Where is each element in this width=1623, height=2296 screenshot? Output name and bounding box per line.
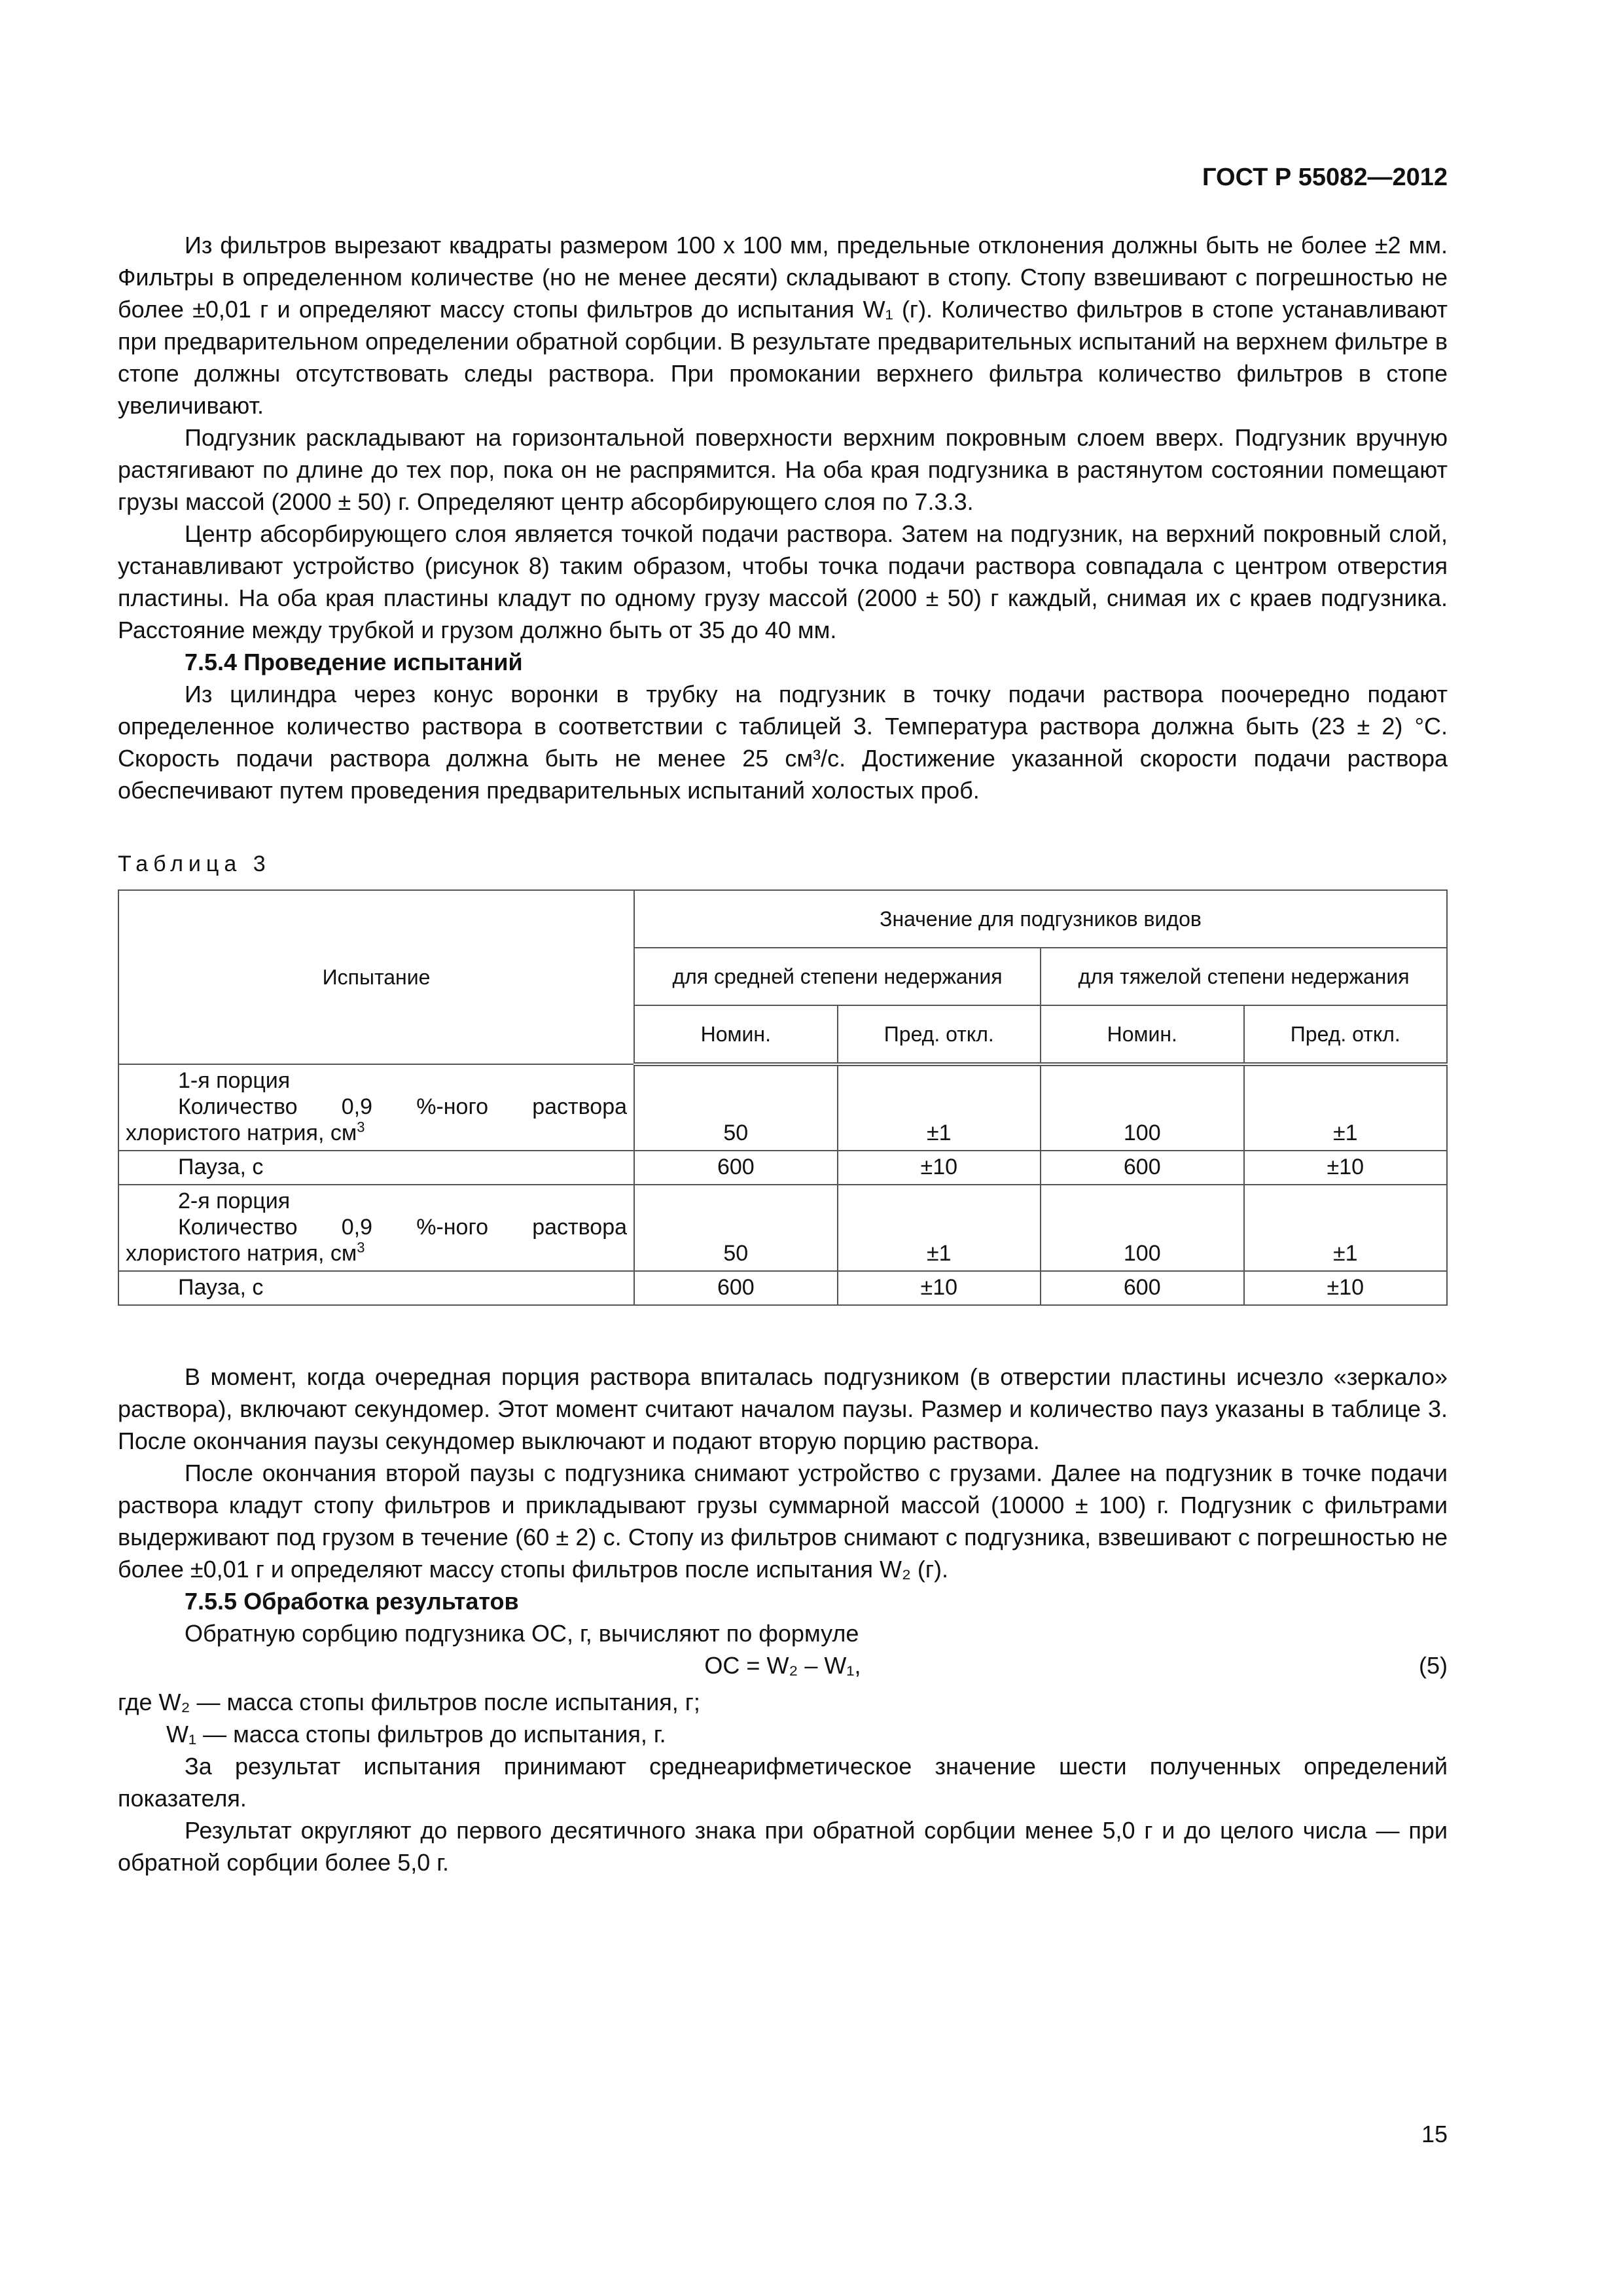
section-heading-7-5-5: 7.5.5 Обработка результатов <box>185 1588 519 1615</box>
header-heavy-incontinence: для тяжелой степени недержания <box>1041 948 1447 1005</box>
header-tolerance-heavy: Пред. откл. <box>1244 1005 1447 1064</box>
cell-heavy-tolerance: ±1 <box>1244 1064 1447 1151</box>
where-w2: где W₂ — масса стопы фильтров после испытания, г; <box>118 1689 700 1715</box>
paragraph-formula-intro: Обратную сорбцию подгузника ОС, г, вычисляют по формуле <box>185 1620 859 1647</box>
table-row <box>118 1185 1447 1271</box>
paragraph-absorbent-center: Центр абсорбирующего слоя является точкой подачи раствора. Затем на подгузник, на верхний покровный слой, устанавливают устройство (рисунок 8) таким образом, чтобы точка подачи раствора совпадала с центром отверстия пластины. На оба края пластины кладут по одному грузу массой (2000 ± 50) г каждый, снимая их с краев подгузника. Расстояние между трубкой и грузом должно быть от 35 до 40 мм. <box>118 520 1448 643</box>
table-caption: Таблица 3 <box>118 852 271 876</box>
table-row <box>118 1151 1447 1185</box>
table-row <box>118 1271 1447 1305</box>
document-code: ГОСТ Р 55082—2012 <box>1202 164 1448 191</box>
row-label: Количество 0,9 %-ного раствора хлористого натрия, $см^3$ <box>126 1094 628 1145</box>
row-label: Пауза, с <box>178 1155 264 1179</box>
header-values-group: Значение для подгузников видов <box>634 890 1447 948</box>
row-label: Пауза, с <box>178 1275 264 1300</box>
row-title: 1-я порция <box>178 1068 291 1093</box>
header-nominal-heavy: Номин. <box>1041 1005 1244 1064</box>
cell-medium-nominal: 600 <box>634 1151 838 1185</box>
formula-number: (5) <box>1419 1652 1448 1679</box>
header-test: Испытание <box>118 890 634 1064</box>
paragraph-pause-timing: В момент, когда очередная порция раствора впиталась подгузником (в отверстии пластины исчезло «зеркало» раствора), включают секундомер. Этот момент считают началом паузы. Размер и количество пауз указаны в таблице 3. После окончания паузы секундомер выключают и подают вторую порцию раствора. <box>118 1363 1448 1454</box>
results-table <box>118 889 1448 1306</box>
row-label-cell <box>118 1271 634 1305</box>
cell-medium-tolerance: ±10 <box>838 1151 1041 1185</box>
row-label: Количество 0,9 %-ного раствора хлористого натрия, $см^3$ <box>126 1215 628 1266</box>
page-number: 15 <box>1421 2121 1448 2147</box>
cell-heavy-nominal: 600 <box>1041 1271 1244 1305</box>
cell-heavy-tolerance: ±10 <box>1244 1151 1447 1185</box>
table-row <box>118 1064 1447 1151</box>
row-label-cell <box>118 1185 634 1271</box>
header-nominal-medium: Номин. <box>634 1005 838 1064</box>
cell-heavy-nominal: 600 <box>1041 1151 1244 1185</box>
cell-heavy-tolerance: ±10 <box>1244 1271 1447 1305</box>
cell-medium-nominal: 600 <box>634 1271 838 1305</box>
cell-heavy-tolerance: ±1 <box>1244 1185 1447 1271</box>
formula-expression: ОС = W₂ – W₁, <box>704 1652 861 1679</box>
formula <box>118 1649 1448 1686</box>
cell-heavy-nominal: 100 <box>1041 1064 1244 1151</box>
cell-medium-nominal: 50 <box>634 1064 838 1151</box>
header-medium-incontinence: для средней степени недержания <box>634 948 1041 1005</box>
page-content <box>118 229 1448 1878</box>
row-label-cell <box>118 1151 634 1185</box>
cell-heavy-nominal: 100 <box>1041 1185 1244 1271</box>
cell-medium-nominal: 50 <box>634 1185 838 1271</box>
row-label-cell <box>118 1064 634 1151</box>
row-title: 2-я порция <box>178 1189 291 1213</box>
paragraph-filters: Из фильтров вырезают квадраты размером 100 х 100 мм, предельные отклонения должны быть не более ±2 мм. Фильтры в определенном количестве (но не менее десяти) складывают в стопу. Стопу взвешивают с погрешностью не более ±0,01 г и определяют массу стопы фильтров до испытания W₁ (г). Количество фильтров в стопе устанавливают при предварительном определении обратной сорбции. В результате предварительных испытаний на верхнем фильтре в стопе должны отсутствовать следы раствора. При промокании верхнего фильтра количество фильтров в стопе увеличивают. <box>118 232 1448 419</box>
paragraph-second-pause: После окончания второй паузы с подгузника снимают устройство с грузами. Далее на подгузник в точке подачи раствора кладут стопу фильтров и прикладывают грузы суммарной массой (10000 ± 100) г. Подгузник с фильтрами выдерживают под грузом в течение (60 ± 2) с. Стопу из фильтров снимают с подгузника, взвешивают с погрешностью не более ±0,01 г и определяют массу стопы фильтров после испытания W₂ (г). <box>118 1460 1448 1583</box>
cell-medium-tolerance: ±1 <box>838 1064 1041 1151</box>
where-w1: W₁ — масса стопы фильтров до испытания, г. <box>166 1721 666 1748</box>
paragraph-testing-procedure: Из цилиндра через конус воронки в трубку на подгузник в точку подачи раствора поочередно подают определенное количество раствора в соответствии с таблицей 3. Температура раствора должна быть (23 ± 2) °С. Скорость подачи раствора должна быть не менее 25 см³/с. Достижение указанной скорости подачи раствора обеспечивают путем проведения предварительных испытаний холостых проб. <box>118 681 1448 804</box>
cell-medium-tolerance: ±10 <box>838 1271 1041 1305</box>
header-tolerance-medium: Пред. откл. <box>838 1005 1041 1064</box>
paragraph-result-mean: За результат испытания принимают среднеарифметическое значение шести полученных определений показателя. <box>118 1753 1448 1812</box>
paragraph-rounding: Результат округляют до первого десятичного знака при обратной сорбции менее 5,0 г и до целого числа — при обратной сорбции более 5,0 г. <box>118 1817 1448 1876</box>
paragraph-diaper-layout: Подгузник раскладывают на горизонтальной поверхности верхним покровным слоем вверх. Подгузник вручную растягивают по длине до тех пор, пока он не распрямится. На оба края подгузника в растянутом состоянии помещают грузы массой (2000 ± 50) г. Определяют центр абсорбирующего слоя по 7.3.3. <box>118 424 1448 515</box>
cell-medium-tolerance: ±1 <box>838 1185 1041 1271</box>
section-heading-7-5-4: 7.5.4 Проведение испытаний <box>185 649 523 675</box>
